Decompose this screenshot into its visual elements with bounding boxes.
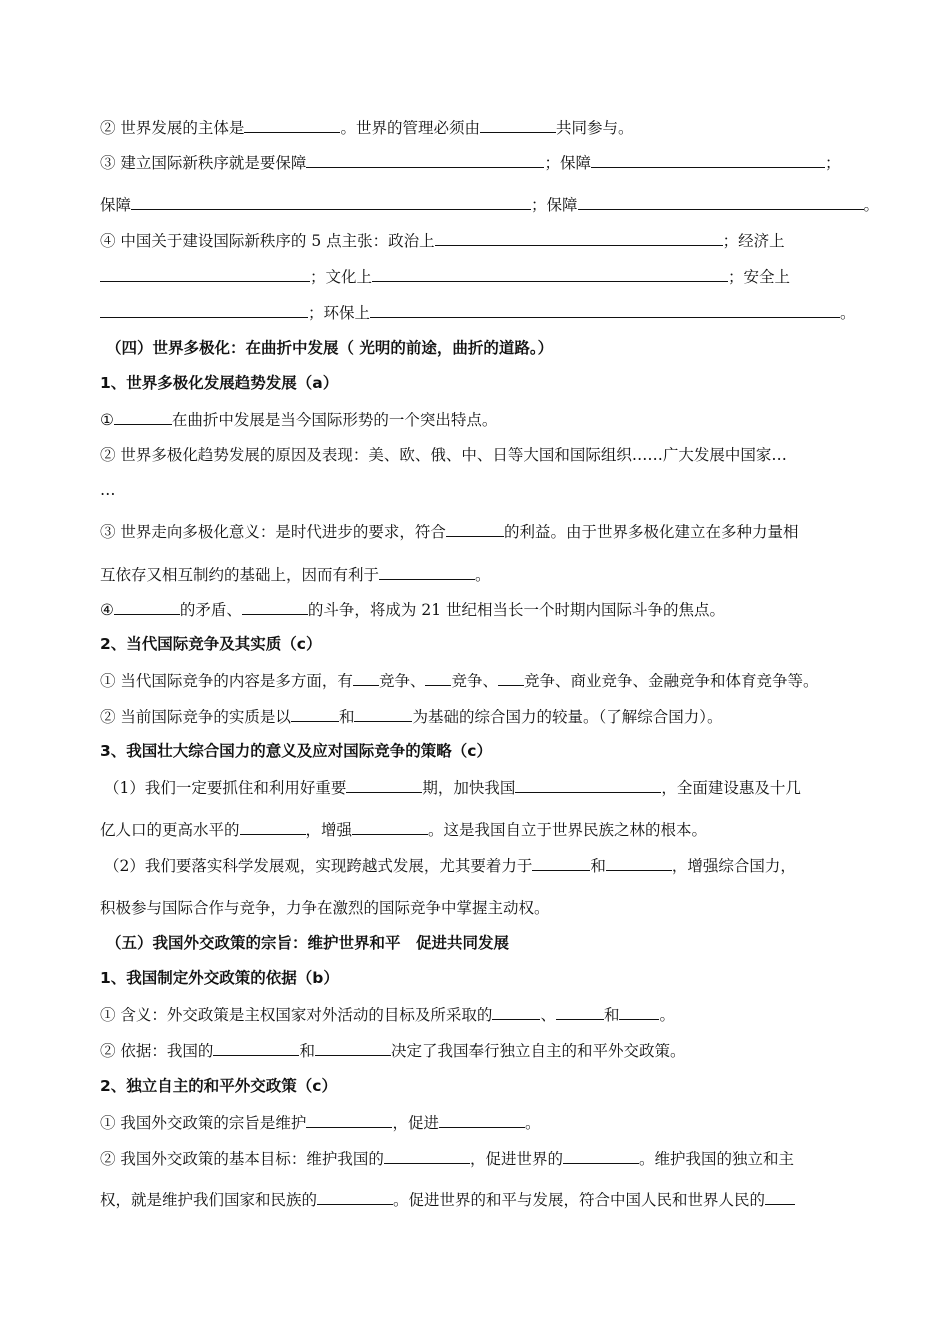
fill-in-blank[interactable] [306,1110,392,1128]
text-line [100,562,491,585]
fill-in-blank[interactable] [498,668,524,686]
text-line [100,1038,685,1061]
text-segment: 共同参与。 [555,119,634,138]
fill-in-blank[interactable] [244,115,340,133]
text-segment: 。维护我国的独立和主 [638,1150,794,1169]
fill-in-blank[interactable] [563,1146,639,1164]
text-segment: ，增强 [305,821,353,840]
text-segment: ③ 世界走向多极化意义：是时代进步的要求，符合 [100,523,446,542]
text-segment: ② 世界多极化趋势发展的原因及表现：美、欧、俄、中、日等大国和国际组织……广大发展中国家… [100,446,787,464]
text-line [100,150,840,173]
fill-in-blank[interactable] [532,853,590,871]
text-segment: （2）我们要落实科学发展观，实现跨越式发展，尤其要着力于 [104,857,533,876]
fill-in-blank[interactable] [578,192,864,210]
fill-in-blank[interactable] [315,1038,391,1056]
text-segment: 2、独立自主的和平外交政策（c） [100,1077,337,1095]
text-segment: 。 [659,1006,675,1025]
fill-in-blank[interactable] [765,1187,795,1205]
fill-in-blank[interactable] [384,1146,470,1164]
fill-in-blank[interactable] [370,300,840,318]
fill-in-blank[interactable] [425,668,451,686]
text-line [100,896,550,918]
text-segment: 。促进世界的和平与发展，符合中国人民和世界人民的 [393,1191,766,1210]
text-segment: ① [100,411,114,430]
text-line [100,481,116,499]
fill-in-blank[interactable] [606,853,672,871]
fill-in-blank[interactable] [213,1038,299,1056]
text-line [104,775,801,798]
fill-in-blank[interactable] [354,704,412,722]
text-segment: 在曲折中发展是当今国际形势的一个突出特点。 [171,411,498,430]
subsection-heading [100,966,339,988]
text-segment: 、 [540,1006,556,1025]
section-heading [106,931,509,953]
text-line [100,443,787,465]
fill-in-blank[interactable] [242,597,308,615]
fill-in-blank[interactable] [439,1110,525,1128]
text-segment: ；环保上 [308,304,371,323]
text-segment: ③ 建立国际新秩序就是要保障 [100,154,307,173]
text-segment: 竞争、商业竞争、金融竞争和体育竞争等。 [523,672,819,691]
text-segment: ② 依据：我国的 [100,1042,214,1061]
text-segment: ① 含义：外交政策是主权国家对外活动的目标及所采取的 [100,1006,493,1025]
text-segment: 1、世界多极化发展趋势发展（a） [100,374,339,392]
text-segment: （四）世界多极化：在曲折中发展（ 光明的前途，曲折的道路。） [106,339,554,357]
text-segment: ；保障 [544,154,591,173]
text-segment: 。世界的管理必须由 [340,119,480,138]
text-line [100,817,707,840]
text-segment: ，促进 [392,1114,439,1133]
text-segment: ； [824,154,841,173]
fill-in-blank[interactable] [556,1002,604,1020]
fill-in-blank[interactable] [591,150,825,168]
text-segment: 的斗争，将成为 21 世纪相当长一个时期内国际斗争的焦点。 [307,601,726,620]
fill-in-blank[interactable] [480,115,556,133]
text-segment: （1）我们一定要抓住和利用好重要 [104,779,347,798]
text-segment: 权，就是维护我们国家和民族的 [100,1191,318,1210]
text-segment: ① 当代国际竞争的内容是多方面，有 [100,672,353,691]
fill-in-blank[interactable] [291,704,339,722]
text-line [100,1110,540,1133]
text-segment: 。 [840,304,856,323]
text-segment: ，促进世界的 [469,1150,563,1169]
fill-in-blank[interactable] [515,775,661,793]
text-line [100,597,725,620]
fill-in-blank[interactable] [352,817,428,835]
text-line [100,668,818,691]
text-segment: ；安全上 [728,268,791,287]
text-line [100,192,879,215]
text-line [100,228,785,251]
fill-in-blank[interactable] [379,562,475,580]
subsection-heading [100,739,492,761]
fill-in-blank[interactable] [346,775,422,793]
text-line [100,407,497,430]
fill-in-blank[interactable] [446,519,504,537]
text-line [100,519,798,542]
text-segment: 。 [475,566,491,585]
text-segment: 竞争、 [451,672,498,691]
section-heading [106,336,553,358]
text-line [100,1002,675,1025]
text-segment: 和 [299,1042,315,1061]
text-segment: 和 [603,1006,620,1025]
fill-in-blank[interactable] [131,192,531,210]
text-segment: 积极参与国际合作与竞争，力争在激烈的国际竞争中掌握主动权。 [100,899,550,917]
text-segment: 互依存又相互制约的基础上，因而有利于 [100,566,380,585]
text-segment: ④ [100,601,114,620]
text-line [100,1146,794,1169]
fill-in-blank[interactable] [317,1187,393,1205]
text-segment: … [100,481,116,499]
text-segment: 。 [863,196,880,215]
text-line [100,300,856,323]
text-segment: ② 当前国际竞争的实质是以 [100,708,291,727]
text-segment: 。这是我国自立于世界民族之林的根本。 [428,821,708,840]
fill-in-blank[interactable] [240,817,306,835]
text-segment: ；保障 [531,196,578,215]
text-segment: 3、我国壮大综合国力的意义及应对国际竞争的策略（c） [100,742,492,760]
fill-in-blank[interactable] [353,668,379,686]
text-segment: ② 我国外交政策的基本目标：维护我国的 [100,1150,384,1169]
subsection-heading [100,632,321,654]
fill-in-blank[interactable] [492,1002,540,1020]
text-segment: ① 我国外交政策的宗旨是维护 [100,1114,307,1133]
fill-in-blank[interactable] [114,407,172,425]
text-segment: 竞争、 [378,672,426,691]
fill-in-blank[interactable] [435,228,723,246]
text-segment: 1、我国制定外交政策的依据（b） [100,969,339,987]
text-segment: 保障 [100,196,132,215]
text-segment: ④ 中国关于建设国际新秩序的 5 点主张：政治上 [100,232,435,251]
text-line [104,853,796,876]
text-line [100,115,633,138]
text-segment: 为基础的综合国力的较量。（了解综合国力）。 [412,708,723,727]
text-line [100,1187,795,1210]
subsection-heading [100,371,338,393]
text-segment: ；文化上 [310,268,373,287]
text-segment: 和 [338,708,355,727]
fill-in-blank[interactable] [619,1002,659,1020]
text-segment: 亿人口的更高水平的 [100,821,240,840]
fill-in-blank[interactable] [372,264,728,282]
text-segment: ，增强综合国力， [671,857,796,876]
text-segment: 和 [590,857,606,876]
text-line [100,264,790,287]
text-segment: ② 世界发展的主体是 [100,119,245,138]
text-line [100,704,722,727]
fill-in-blank[interactable] [114,597,180,615]
fill-in-blank[interactable] [306,150,544,168]
text-segment: （五）我国外交政策的宗旨：维护世界和平 促进共同发展 [106,934,510,952]
fill-in-blank[interactable] [100,264,310,282]
text-segment: 的矛盾、 [179,601,242,620]
subsection-heading [100,1074,337,1096]
text-segment: ，全面建设惠及十几 [661,779,801,798]
text-segment: 的利益。由于世界多极化建立在多种力量相 [503,523,799,542]
text-segment: 。 [524,1114,541,1133]
text-segment: 期，加快我国 [422,779,516,798]
text-segment: ；经济上 [722,232,785,251]
fill-in-blank[interactable] [100,300,308,318]
text-segment: 2、当代国际竞争及其实质（c） [100,635,322,653]
text-segment: 决定了我国奉行独立自主的和平外交政策。 [390,1042,686,1061]
